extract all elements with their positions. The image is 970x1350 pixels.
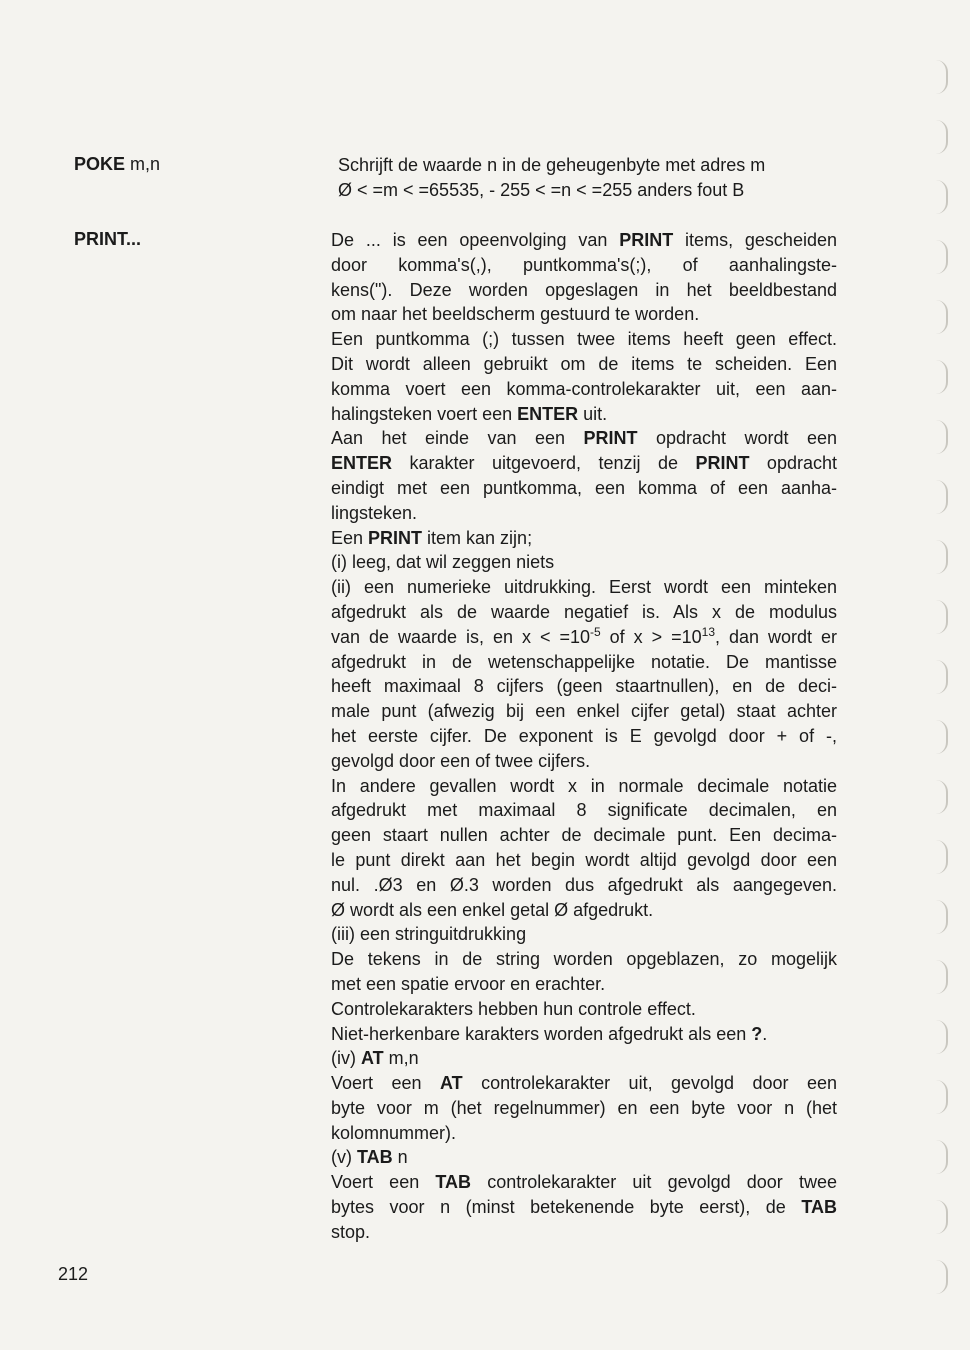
description-line: Controlekarakters hebben hun controle effect. <box>331 998 696 1019</box>
description-line: De tekens in de string worden opgeblazen, zo mogelijk <box>331 949 837 970</box>
description-line: van de waarde is, en $x < =10^{-5}$ of $x > =10^{13}$, dan wordt er <box>331 624 838 647</box>
description-line: door komma's(,), puntkomma's(;), of aanhalingste- <box>331 254 837 275</box>
description-line: (ii) een numerieke uitdrukking. Eerst wordt een minteken <box>331 577 837 598</box>
description-line: Voert een TAB controlekarakter uit gevolgd door twee <box>331 1172 837 1193</box>
description-line: Ø < =m < =65535, - 255 < =n < =255 anders fout B <box>338 179 745 200</box>
description-line: male punt (afwezig bij een enkel cijfer getal) staat achter <box>331 701 837 722</box>
description-line: Dit wordt alleen gebruikt om de items te scheiden. Een <box>331 353 837 374</box>
description-line: Niet-herkenbare karakters worden afgedrukt als een ?. <box>331 1023 768 1044</box>
description-line: Een PRINT item kan zijn; <box>331 527 533 548</box>
description-line: afgedrukt in de wetenschappelijke notatie. De mantisse <box>331 651 837 672</box>
description-line: (iii) een stringuitdrukking <box>331 924 527 945</box>
page-number: 212 <box>58 1264 89 1284</box>
description-poke <box>338 153 837 203</box>
description-line: kens("). Deze worden opgeslagen in het beeldbestand <box>331 279 837 300</box>
description-line: afgedrukt met maximaal 8 significate decimalen, en <box>331 800 837 821</box>
exponent: 13 <box>701 624 716 639</box>
description-line: (i) leeg, dat wil zeggen niets <box>331 552 555 573</box>
description-line: (v) TAB n <box>331 1147 408 1168</box>
description-line: De ... is een opeenvolging van PRINT items, gescheiden <box>331 230 837 250</box>
poke-args: m,n <box>125 154 161 174</box>
description-line: Aan het einde van een PRINT opdracht wordt een <box>331 428 837 449</box>
description-line: lingsteken. <box>331 502 418 523</box>
binding-marks <box>918 40 948 1340</box>
description-line: geen staart nullen achter de decimale punt. Een decima- <box>331 825 837 846</box>
description-line: heeft maximaal 8 cijfers (geen staartnullen), en de deci- <box>331 676 837 697</box>
description-line: stop. <box>331 1221 371 1242</box>
description-line: kolomnummer). <box>331 1122 457 1143</box>
description-line: Voert een AT controlekarakter uit, gevolgd door een <box>331 1073 837 1094</box>
term-poke <box>74 152 160 176</box>
description-line: ENTER karakter uitgevoerd, tenzij de PRINT opdracht <box>331 453 837 474</box>
description-line: komma voert een komma-controlekarakter uit, een aan- <box>331 378 837 399</box>
description-line: met een spatie ervoor en erachter. <box>331 973 606 994</box>
description-line: Ø wordt als een enkel getal Ø afgedrukt. <box>331 899 654 920</box>
description-line: (iv) AT m,n <box>331 1048 419 1069</box>
description-print <box>331 228 837 1245</box>
description-line: byte voor m (het regelnummer) en een byte voor n (het <box>331 1097 837 1118</box>
description-line: In andere gevallen wordt x in normale decimale notatie <box>331 775 837 796</box>
description-line: Schrijft de waarde n in de geheugenbyte met adres m <box>338 155 766 175</box>
description-line: eindigt met een puntkomma, een komma of een aanha- <box>331 477 837 498</box>
description-line: halingsteken voert een ENTER uit. <box>331 403 608 424</box>
description-line: gevolgd door een of twee cijfers. <box>331 750 591 771</box>
description-line: het eerste cijfer. De exponent is E gevolgd door + of -, <box>331 725 837 746</box>
keyword-print: PRINT... <box>74 229 142 249</box>
description-line: Een puntkomma (;) tussen twee items heeft geen effect. <box>331 329 837 350</box>
exponent: -5 <box>590 624 601 639</box>
description-line: afgedrukt als de waarde negatief is. Als x de modulus <box>331 601 837 622</box>
description-line: bytes voor n (minst betekenende byte eerst), de TAB <box>331 1197 837 1218</box>
description-line: nul. .Ø3 en Ø.3 worden dus afgedrukt als aangegeven. <box>331 874 837 895</box>
keyword-poke: POKE <box>74 154 126 174</box>
description-line: le punt direkt aan het begin wordt altijd gevolgd door een <box>331 849 837 870</box>
term-print <box>74 227 141 251</box>
description-line: om naar het beeldscherm gestuurd te worden. <box>331 304 700 325</box>
